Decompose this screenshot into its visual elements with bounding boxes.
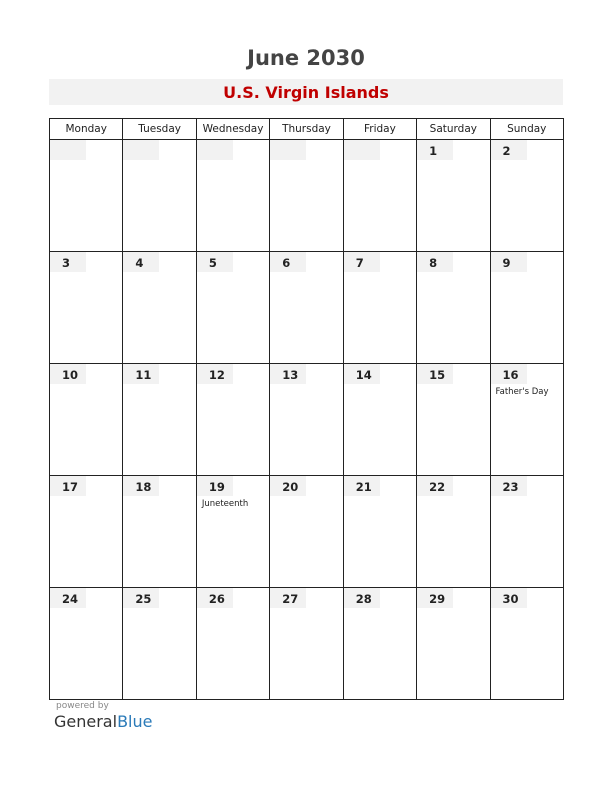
week-row bbox=[50, 588, 564, 700]
day-cell[interactable] bbox=[196, 140, 269, 252]
day-number: 22 bbox=[417, 476, 453, 496]
day-number: 18 bbox=[123, 476, 159, 496]
day-cell[interactable] bbox=[50, 140, 123, 252]
week-row bbox=[50, 252, 564, 364]
day-cell[interactable] bbox=[123, 476, 196, 588]
day-cell[interactable] bbox=[50, 252, 123, 364]
day-cell[interactable] bbox=[343, 588, 416, 700]
day-cell[interactable] bbox=[50, 476, 123, 588]
day-cell[interactable] bbox=[50, 364, 123, 476]
day-number: 20 bbox=[270, 476, 306, 496]
day-number: 27 bbox=[270, 588, 306, 608]
day-cell[interactable] bbox=[490, 588, 563, 700]
day-cell[interactable] bbox=[417, 476, 490, 588]
day-number: 8 bbox=[417, 252, 453, 272]
day-cell[interactable] bbox=[123, 588, 196, 700]
day-cell[interactable] bbox=[270, 588, 343, 700]
weekday-header-tuesday: Tuesday bbox=[123, 119, 196, 140]
empty-day-badge bbox=[344, 140, 380, 160]
day-cell[interactable] bbox=[417, 140, 490, 252]
powered-by-label: powered by bbox=[56, 701, 109, 711]
day-cell[interactable] bbox=[50, 588, 123, 700]
weekday-header-thursday: Thursday bbox=[270, 119, 343, 140]
calendar-body bbox=[50, 140, 564, 700]
week-row bbox=[50, 140, 564, 252]
day-number: 11 bbox=[123, 364, 159, 384]
generalblue-logo[interactable] bbox=[54, 712, 152, 731]
brand-general-text: General bbox=[54, 712, 118, 731]
calendar-grid bbox=[49, 118, 564, 700]
day-number: 29 bbox=[417, 588, 453, 608]
week-row bbox=[50, 364, 564, 476]
day-number: 16 bbox=[491, 364, 527, 384]
day-cell[interactable] bbox=[343, 476, 416, 588]
day-number: 19 bbox=[197, 476, 233, 496]
region-title: U.S. Virgin Islands bbox=[49, 79, 563, 105]
day-number: 7 bbox=[344, 252, 380, 272]
day-number: 1 bbox=[417, 140, 453, 160]
day-cell[interactable] bbox=[490, 476, 563, 588]
day-number: 30 bbox=[491, 588, 527, 608]
day-number: 3 bbox=[50, 252, 86, 272]
week-row bbox=[50, 476, 564, 588]
weekday-header-sunday: Sunday bbox=[490, 119, 563, 140]
day-cell[interactable] bbox=[196, 364, 269, 476]
day-number: 6 bbox=[270, 252, 306, 272]
day-number: 24 bbox=[50, 588, 86, 608]
day-cell[interactable] bbox=[417, 364, 490, 476]
weekday-header-friday: Friday bbox=[343, 119, 416, 140]
day-cell[interactable] bbox=[196, 476, 269, 588]
day-cell[interactable] bbox=[490, 140, 563, 252]
day-cell[interactable] bbox=[417, 252, 490, 364]
day-number: 21 bbox=[344, 476, 380, 496]
day-number: 5 bbox=[197, 252, 233, 272]
weekday-header-monday: Monday bbox=[50, 119, 123, 140]
day-number: 17 bbox=[50, 476, 86, 496]
brand-blue-text: Blue bbox=[117, 712, 153, 731]
empty-day-badge bbox=[270, 140, 306, 160]
weekday-header-row bbox=[50, 119, 564, 140]
empty-day-badge bbox=[197, 140, 233, 160]
day-cell[interactable] bbox=[417, 588, 490, 700]
day-number: 12 bbox=[197, 364, 233, 384]
day-cell[interactable] bbox=[490, 252, 563, 364]
day-number: 10 bbox=[50, 364, 86, 384]
day-cell[interactable] bbox=[343, 252, 416, 364]
weekday-header-saturday: Saturday bbox=[417, 119, 490, 140]
day-number: 14 bbox=[344, 364, 380, 384]
day-cell[interactable] bbox=[196, 588, 269, 700]
day-cell[interactable] bbox=[270, 364, 343, 476]
day-cell[interactable] bbox=[123, 252, 196, 364]
holiday-label: Father's Day bbox=[495, 387, 549, 397]
day-cell[interactable] bbox=[270, 252, 343, 364]
day-cell[interactable] bbox=[490, 364, 563, 476]
day-number: 25 bbox=[123, 588, 159, 608]
day-cell[interactable] bbox=[196, 252, 269, 364]
empty-day-badge bbox=[50, 140, 86, 160]
empty-day-badge bbox=[123, 140, 159, 160]
day-cell[interactable] bbox=[270, 476, 343, 588]
holiday-label: Juneteenth bbox=[201, 499, 249, 509]
day-cell[interactable] bbox=[123, 140, 196, 252]
day-cell[interactable] bbox=[343, 140, 416, 252]
calendar-title: June 2030 bbox=[247, 46, 365, 70]
day-cell[interactable] bbox=[123, 364, 196, 476]
day-number: 26 bbox=[197, 588, 233, 608]
day-number: 9 bbox=[491, 252, 527, 272]
day-number: 13 bbox=[270, 364, 306, 384]
day-cell[interactable] bbox=[270, 140, 343, 252]
day-number: 28 bbox=[344, 588, 380, 608]
weekday-header-wednesday: Wednesday bbox=[196, 119, 269, 140]
day-number: 23 bbox=[491, 476, 527, 496]
day-number: 15 bbox=[417, 364, 453, 384]
day-number: 2 bbox=[491, 140, 527, 160]
day-cell[interactable] bbox=[343, 364, 416, 476]
day-number: 4 bbox=[123, 252, 159, 272]
